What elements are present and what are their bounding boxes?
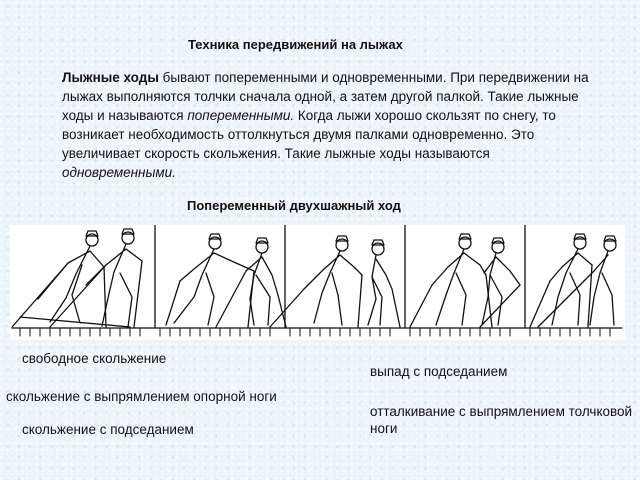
caption-push-off: отталкивание с выпрямлением толчковой ноги bbox=[370, 404, 633, 436]
section-subtitle: Попеременный двухшажный ход bbox=[187, 198, 401, 213]
intro-text-1: бывают попеременными и одновременными. При передвижении на лыжах выполняются толчки сначала одной, а затем другой палкой. Такие лыжные ходы и называются bbox=[62, 70, 589, 123]
caption-lunge-squat: выпад с подседанием bbox=[370, 364, 508, 379]
skier-figure bbox=[410, 234, 492, 327]
caption-free-glide: свободное скольжение bbox=[22, 351, 167, 366]
skier-figure bbox=[216, 238, 286, 327]
caption-glide-squat: скольжение с подседанием bbox=[22, 422, 194, 437]
skiing-sequence-illustration bbox=[10, 225, 625, 340]
intro-text-2: Когда лыжи хорошо скользят по снегу, то возникает необходимость оттолкнуться двумя палками одновременно. Это увеличивает скорость скольжения. Такие лыжные ходы называются bbox=[62, 108, 556, 161]
skier-figure bbox=[270, 236, 362, 327]
intro-italic-2: одновременными. bbox=[62, 165, 176, 180]
page-title: Техника передвижений на лыжах bbox=[188, 37, 403, 52]
intro-bold-lead: Лыжные ходы bbox=[62, 70, 159, 85]
skier-figure bbox=[530, 234, 592, 327]
intro-italic-1: попеременными. bbox=[187, 108, 295, 123]
skier-figure bbox=[480, 238, 520, 327]
skier-figure bbox=[368, 240, 400, 327]
snow-ticks bbox=[20, 328, 610, 336]
caption-glide-straighten: скольжение с выпрямлением опорной ноги bbox=[6, 389, 277, 404]
intro-paragraph bbox=[62, 68, 602, 182]
